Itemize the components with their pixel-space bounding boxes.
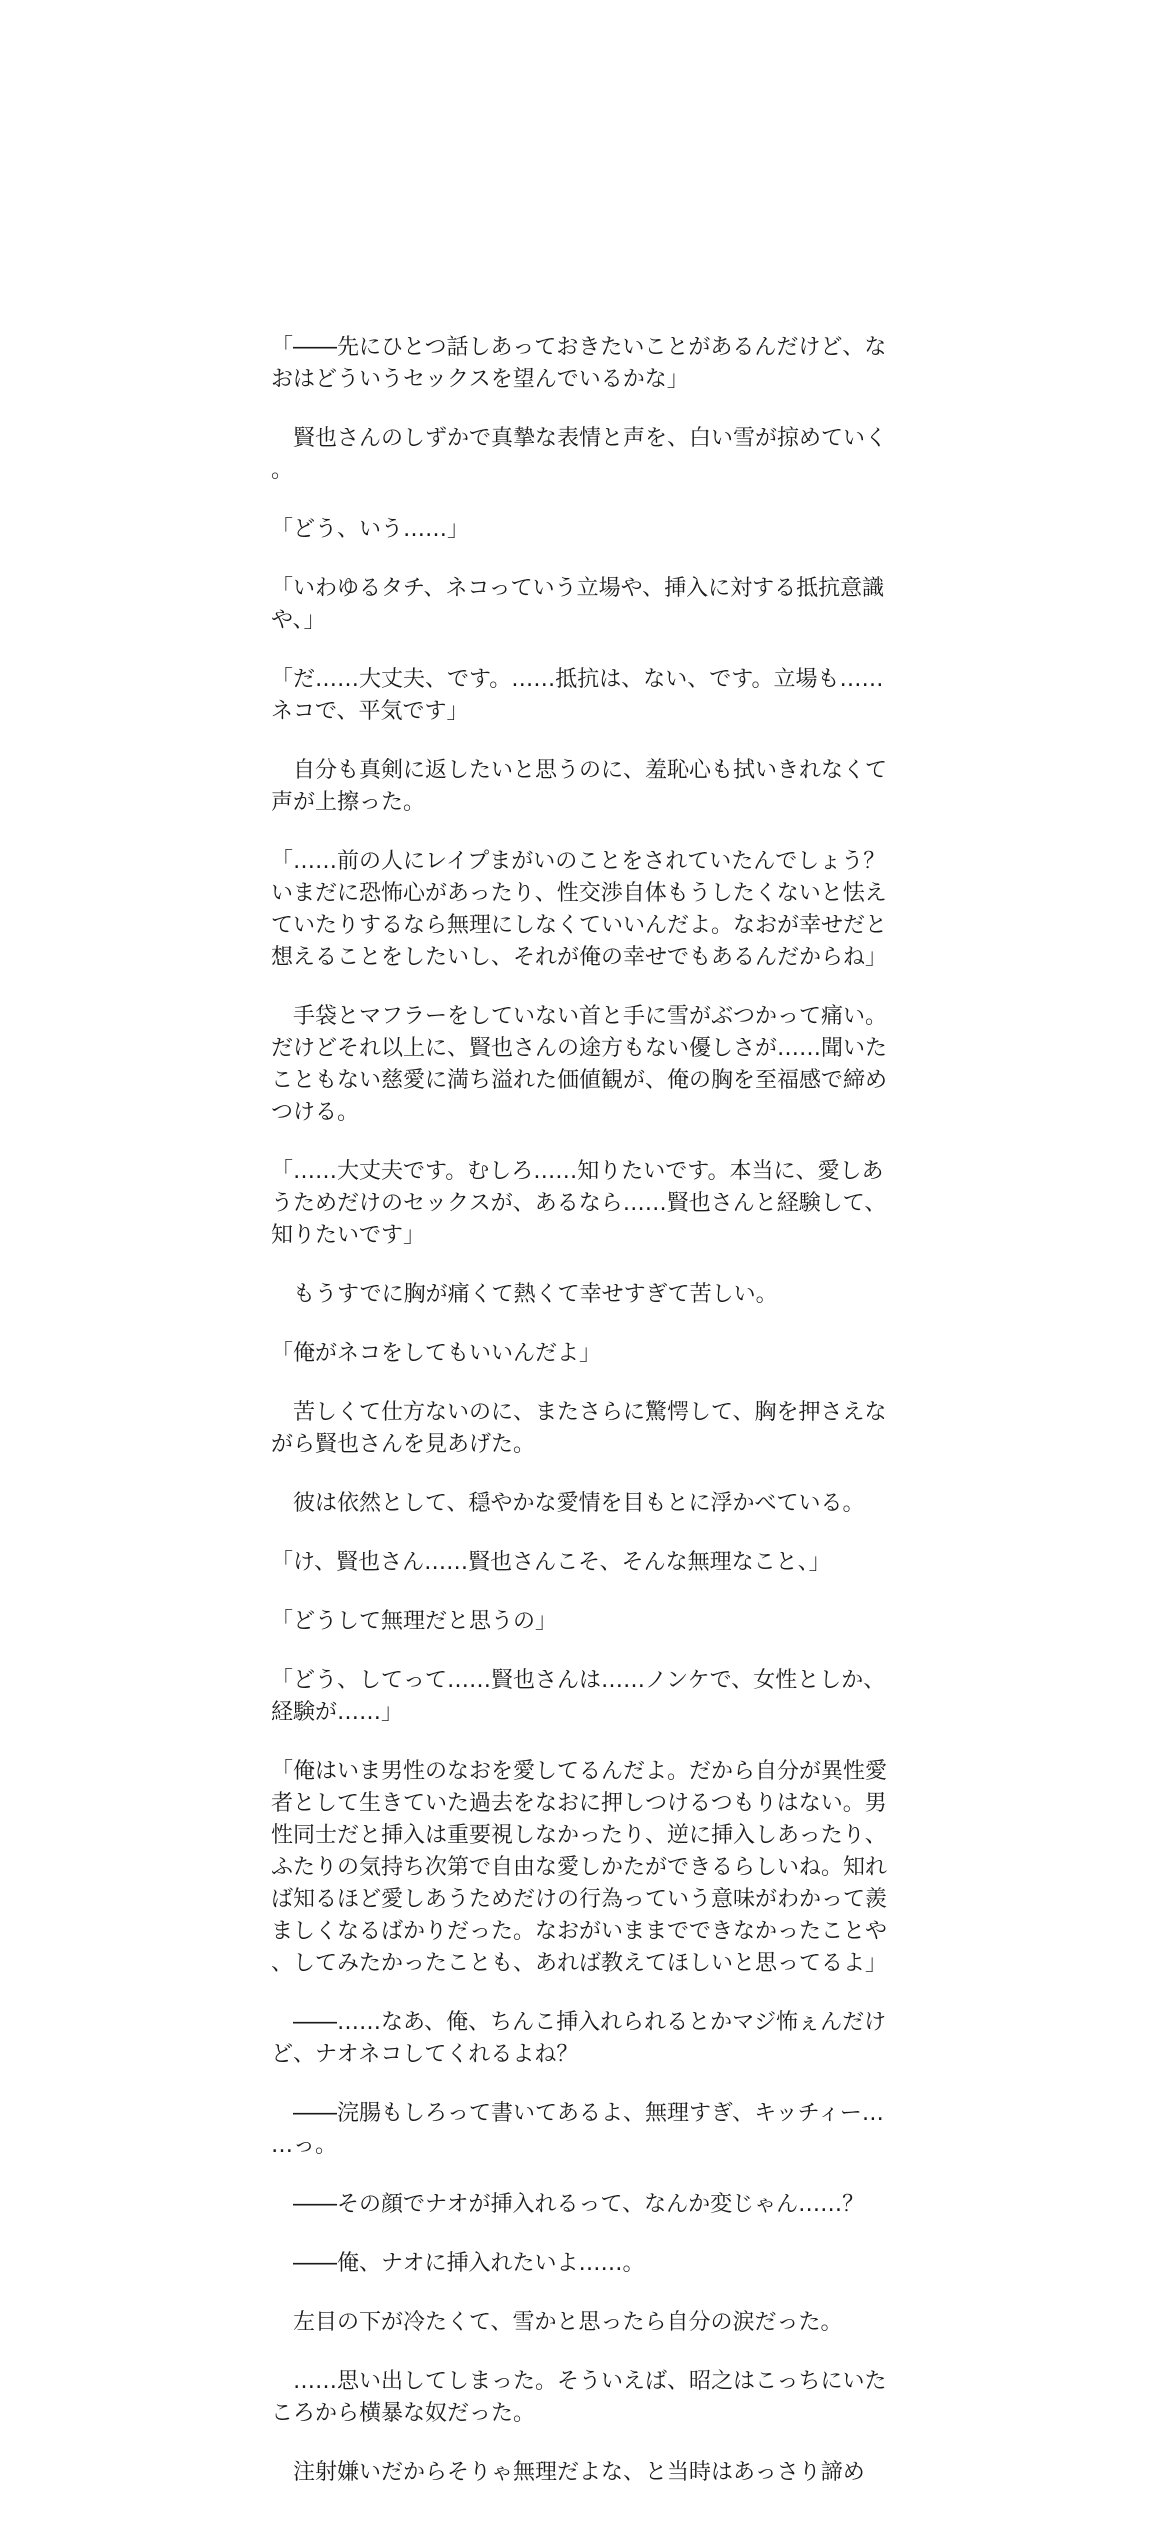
paragraph-12: 苦しくて仕方ないのに、またさらに驚愕して、胸を押さえながら賢也さんを見あげた。 — [271, 1400, 887, 1457]
paragraph-3: 「どう、いう……」 — [271, 517, 470, 542]
novel-text-column — [271, 332, 908, 2516]
paragraph-9: 「……大丈夫です。むしろ……知りたいです。本当に、愛しあうためだけのセックスが、あるなら……賢也さんと経験して、知りたいです」 — [271, 1159, 887, 1248]
paragraph-5: 「だ……大丈夫、です。……抵抗は、ない、です。立場も……ネコで、平気です」 — [271, 667, 884, 724]
paragraph-4: 「いわゆるタチ、ネコっていう立場や、挿入に対する抵抗意識や、」 — [271, 576, 885, 633]
paragraph-24: 注射嫌いだからそりゃ無理だよな、と当時はあっさり諦め — [271, 2460, 865, 2485]
paragraph-21: ――俺、ナオに挿入れたいよ……。 — [271, 2251, 645, 2276]
paragraph-6: 自分も真剣に返したいと思うのに、羞恥心も拭いきれなくて声が上擦った。 — [271, 758, 888, 815]
paragraph-13: 彼は依然として、穏やかな愛情を目もとに浮かべている。 — [271, 1491, 865, 1516]
paragraph-20: ――その顔でナオが挿入れるって、なんか変じゃん……？ — [271, 2192, 865, 2217]
paragraph-17: 「俺はいま男性のなおを愛してるんだよ。だから自分が異性愛者として生きていた過去をなおに押しつけるつもりはない。男性同士だと挿入は重要視しなかったり、逆に挿入しあったり、ふたりの気持ち次第で自由な愛しかたができるらしいね。知れば知るほど愛しあうためだけの行為っていう意味がわかって羨ましくなるばかりだった。なおがいままでできなかったことや、してみたかったことも、あれば教えてほしいと思ってるよ」 — [271, 1759, 888, 1976]
paragraph-19: ――浣腸もしろって書いてあるよ、無理すぎ、キッチィー……っ。 — [271, 2101, 884, 2158]
paragraph-11: 「俺がネコをしてもいいんだよ」 — [271, 1341, 602, 1366]
paragraph-10: もうすでに胸が痛くて熱くて幸せすぎて苦しい。 — [271, 1282, 778, 1307]
paragraph-7: 「……前の人にレイプまがいのことをされていたんでしょう？ いまだに恐怖心があったり、性交渉自体もうしたくないと怯えていたりするなら無理にしなくていいんだよ。なおが幸せだと想えることをしたいし、それが俺の幸せでもあるんだからね」 — [271, 849, 908, 970]
paragraph-23: ……思い出してしまった。そういえば、昭之はこっちにいたころから横暴な奴だった。 — [271, 2369, 887, 2426]
paragraph-14: 「け、賢也さん……賢也さんこそ、そんな無理なこと、」 — [271, 1550, 831, 1575]
paragraph-1: 「――先にひとつ話しあっておきたいことがあるんだけど、なおはどういうセックスを望んでいるかな」 — [271, 335, 887, 392]
paragraph-15: 「どうして無理だと思うの」 — [271, 1609, 558, 1634]
paragraph-2: 賢也さんのしずかで真摯な表情と声を、白い雪が掠めていく。 — [271, 426, 888, 483]
paragraph-22: 左目の下が冷たくて、雪かと思ったら自分の涙だった。 — [271, 2310, 843, 2335]
paragraph-8: 手袋とマフラーをしていない首と手に雪がぶつかって痛い。だけどそれ以上に、賢也さんの途方もない優しさが……聞いたこともない慈愛に満ち溢れた価値観が、俺の胸を至福感で締めつける。 — [271, 1004, 888, 1125]
paragraph-18: ――……なあ、俺、ちんこ挿入れられるとかマジ怖ぇんだけど、ナオネコしてくれるよね？ — [271, 2010, 887, 2067]
paragraph-16: 「どう、してって……賢也さんは……ノンケで、女性としか、経験が……」 — [271, 1668, 886, 1725]
